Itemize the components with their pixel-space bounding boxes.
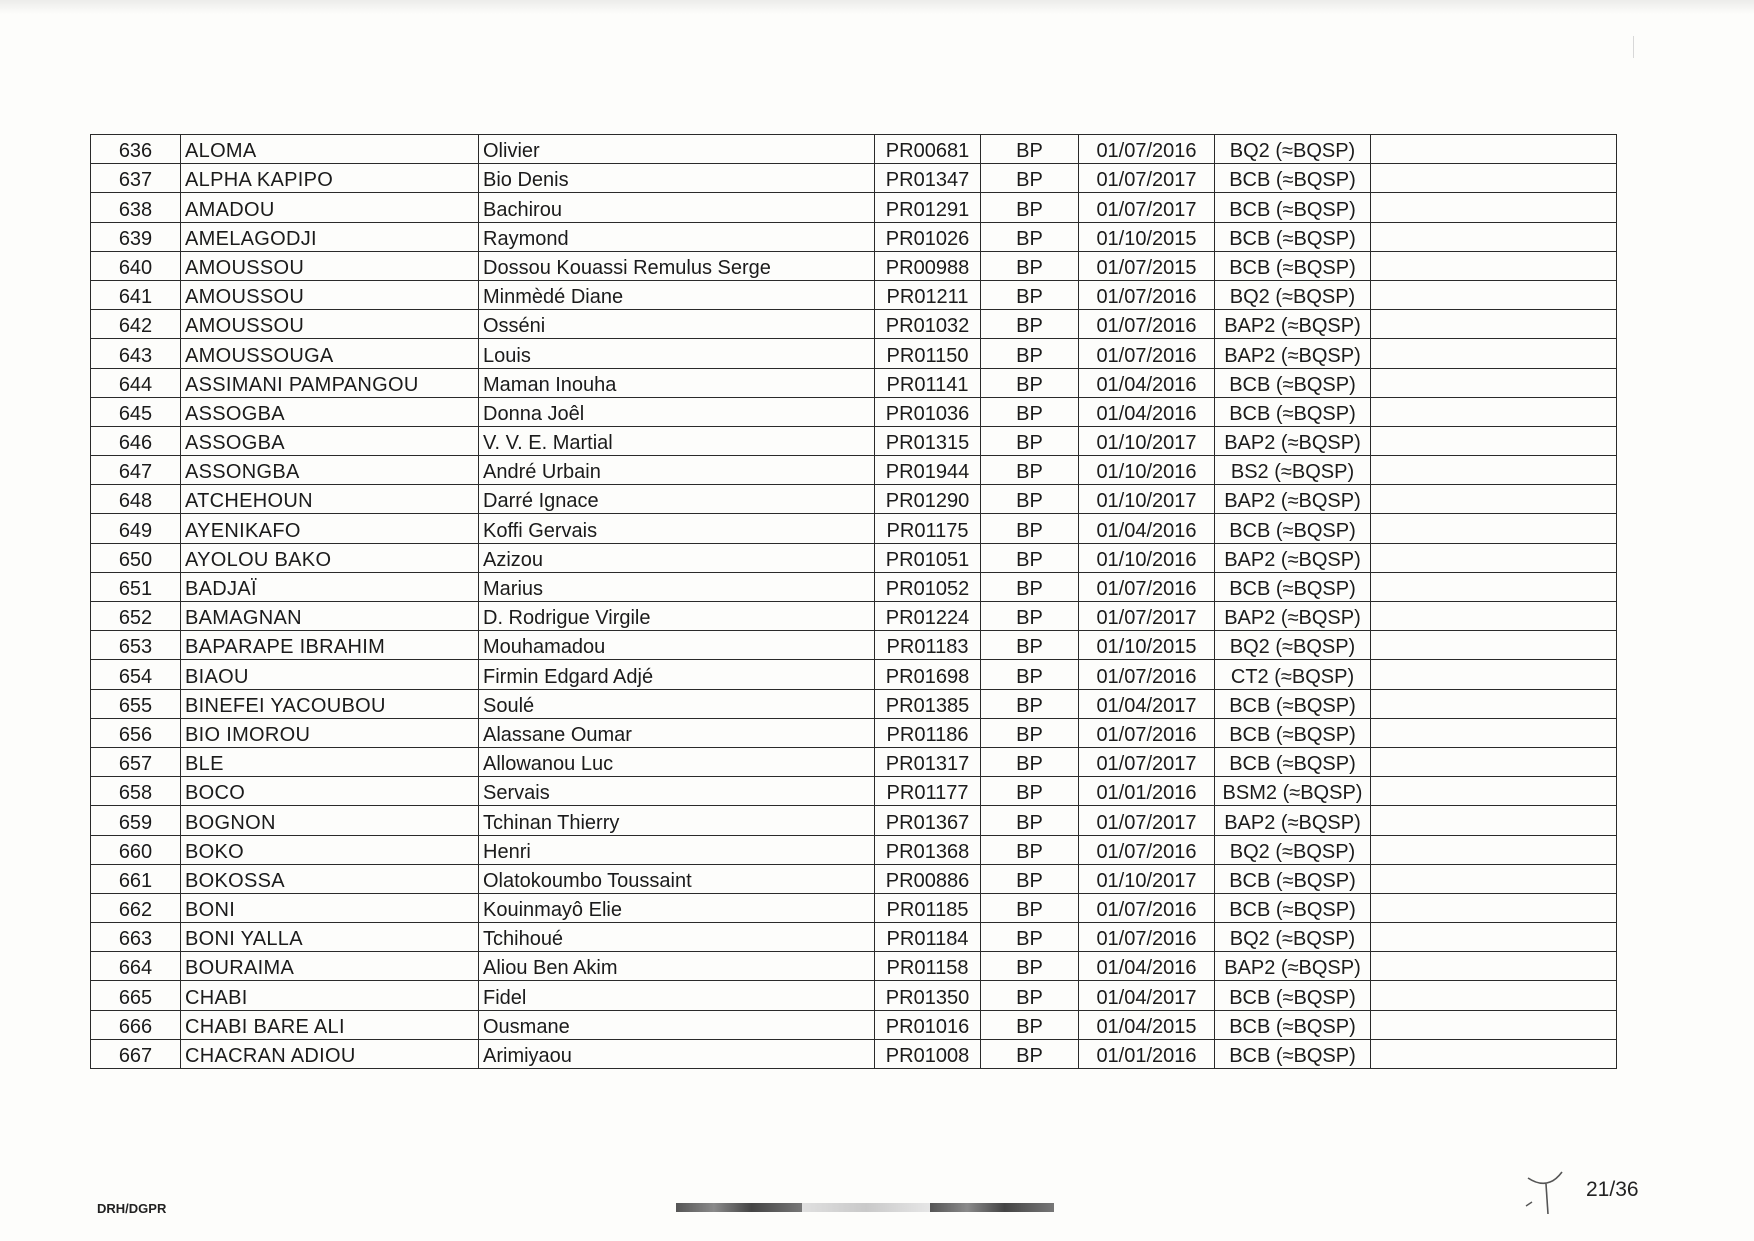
cell-registration-code: PR01385 bbox=[875, 689, 981, 718]
table-row bbox=[91, 514, 1617, 543]
cell-first-names: Darré Ignace bbox=[479, 485, 875, 514]
cell-effective-date: 01/10/2015 bbox=[1079, 631, 1215, 660]
cell-effective-date: 01/07/2016 bbox=[1079, 135, 1215, 164]
cell-empty-column bbox=[1371, 514, 1617, 543]
cell-row-number: 639 bbox=[91, 222, 181, 251]
cell-last-name: AMOUSSOUGA bbox=[181, 339, 479, 368]
table-row bbox=[91, 806, 1617, 835]
cell-grade: BCB (≈BQSP) bbox=[1215, 1039, 1371, 1068]
cell-registration-code: PR01186 bbox=[875, 718, 981, 747]
cell-last-name: BAMAGNAN bbox=[181, 602, 479, 631]
cell-grade: BSM2 (≈BQSP) bbox=[1215, 777, 1371, 806]
cell-category: BP bbox=[981, 543, 1079, 572]
cell-empty-column bbox=[1371, 164, 1617, 193]
cell-last-name: AMADOU bbox=[181, 193, 479, 222]
cell-category: BP bbox=[981, 806, 1079, 835]
cell-effective-date: 01/07/2016 bbox=[1079, 923, 1215, 952]
cell-grade: BCB (≈BQSP) bbox=[1215, 747, 1371, 776]
cell-grade: BAP2 (≈BQSP) bbox=[1215, 310, 1371, 339]
cell-row-number: 640 bbox=[91, 251, 181, 280]
initial-signature-mark bbox=[1522, 1168, 1566, 1216]
table-row bbox=[91, 689, 1617, 718]
cell-effective-date: 01/07/2015 bbox=[1079, 251, 1215, 280]
cell-grade: BCB (≈BQSP) bbox=[1215, 864, 1371, 893]
cell-category: BP bbox=[981, 193, 1079, 222]
cell-first-names: Tchinan Thierry bbox=[479, 806, 875, 835]
cell-empty-column bbox=[1371, 806, 1617, 835]
cell-row-number: 650 bbox=[91, 543, 181, 572]
table-row bbox=[91, 747, 1617, 776]
cell-effective-date: 01/10/2017 bbox=[1079, 485, 1215, 514]
cell-last-name: BOKO bbox=[181, 835, 479, 864]
table-row bbox=[91, 1039, 1617, 1068]
cell-effective-date: 01/10/2015 bbox=[1079, 222, 1215, 251]
cell-category: BP bbox=[981, 572, 1079, 601]
cell-row-number: 642 bbox=[91, 310, 181, 339]
cell-registration-code: PR01368 bbox=[875, 835, 981, 864]
cell-empty-column bbox=[1371, 368, 1617, 397]
cell-registration-code: PR01291 bbox=[875, 193, 981, 222]
cell-last-name: BONI YALLA bbox=[181, 923, 479, 952]
cell-category: BP bbox=[981, 864, 1079, 893]
personnel-table bbox=[90, 134, 1617, 1069]
cell-row-number: 665 bbox=[91, 981, 181, 1010]
cell-grade: BAP2 (≈BQSP) bbox=[1215, 806, 1371, 835]
cell-empty-column bbox=[1371, 280, 1617, 309]
cell-empty-column bbox=[1371, 251, 1617, 280]
table-row bbox=[91, 368, 1617, 397]
cell-category: BP bbox=[981, 251, 1079, 280]
cell-grade: BCB (≈BQSP) bbox=[1215, 193, 1371, 222]
cell-effective-date: 01/07/2016 bbox=[1079, 280, 1215, 309]
cell-empty-column bbox=[1371, 572, 1617, 601]
cell-category: BP bbox=[981, 456, 1079, 485]
cell-first-names: Tchihoué bbox=[479, 923, 875, 952]
cell-grade: BCB (≈BQSP) bbox=[1215, 893, 1371, 922]
page-number: 21/36 bbox=[1586, 1178, 1639, 1201]
cell-category: BP bbox=[981, 923, 1079, 952]
cell-registration-code: PR01224 bbox=[875, 602, 981, 631]
cell-grade: BCB (≈BQSP) bbox=[1215, 397, 1371, 426]
cell-row-number: 662 bbox=[91, 893, 181, 922]
cell-first-names: Allowanou Luc bbox=[479, 747, 875, 776]
table-row bbox=[91, 310, 1617, 339]
cell-last-name: BLE bbox=[181, 747, 479, 776]
cell-category: BP bbox=[981, 280, 1079, 309]
cell-registration-code: PR00681 bbox=[875, 135, 981, 164]
cell-row-number: 644 bbox=[91, 368, 181, 397]
cell-grade: BCB (≈BQSP) bbox=[1215, 222, 1371, 251]
cell-last-name: BIO IMOROU bbox=[181, 718, 479, 747]
cell-grade: BAP2 (≈BQSP) bbox=[1215, 543, 1371, 572]
cell-category: BP bbox=[981, 514, 1079, 543]
cell-grade: BCB (≈BQSP) bbox=[1215, 251, 1371, 280]
cell-empty-column bbox=[1371, 660, 1617, 689]
cell-last-name: AMOUSSOU bbox=[181, 251, 479, 280]
cell-registration-code: PR00988 bbox=[875, 251, 981, 280]
cell-row-number: 655 bbox=[91, 689, 181, 718]
cell-row-number: 652 bbox=[91, 602, 181, 631]
table-row bbox=[91, 135, 1617, 164]
cell-last-name: BIAOU bbox=[181, 660, 479, 689]
table-row bbox=[91, 193, 1617, 222]
cell-empty-column bbox=[1371, 193, 1617, 222]
cell-last-name: AMOUSSOU bbox=[181, 310, 479, 339]
cell-empty-column bbox=[1371, 893, 1617, 922]
scan-artifact-bar bbox=[930, 1203, 1054, 1212]
cell-first-names: Olatokoumbo Toussaint bbox=[479, 864, 875, 893]
cell-registration-code: PR01183 bbox=[875, 631, 981, 660]
cell-effective-date: 01/04/2015 bbox=[1079, 1010, 1215, 1039]
cell-first-names: D. Rodrigue Virgile bbox=[479, 602, 875, 631]
cell-category: BP bbox=[981, 222, 1079, 251]
cell-grade: BCB (≈BQSP) bbox=[1215, 514, 1371, 543]
cell-first-names: Aliou Ben Akim bbox=[479, 952, 875, 981]
cell-effective-date: 01/10/2017 bbox=[1079, 864, 1215, 893]
cell-effective-date: 01/04/2016 bbox=[1079, 397, 1215, 426]
cell-grade: BQ2 (≈BQSP) bbox=[1215, 835, 1371, 864]
cell-grade: BQ2 (≈BQSP) bbox=[1215, 631, 1371, 660]
cell-first-names: Ousmane bbox=[479, 1010, 875, 1039]
cell-empty-column bbox=[1371, 310, 1617, 339]
cell-effective-date: 01/07/2017 bbox=[1079, 602, 1215, 631]
cell-empty-column bbox=[1371, 864, 1617, 893]
cell-registration-code: PR01026 bbox=[875, 222, 981, 251]
cell-first-names: Azizou bbox=[479, 543, 875, 572]
cell-last-name: ASSOGBA bbox=[181, 426, 479, 455]
cell-empty-column bbox=[1371, 1039, 1617, 1068]
cell-row-number: 647 bbox=[91, 456, 181, 485]
cell-row-number: 661 bbox=[91, 864, 181, 893]
cell-first-names: Dossou Kouassi Remulus Serge bbox=[479, 251, 875, 280]
scan-artifact-bar bbox=[676, 1203, 802, 1212]
cell-last-name: ASSONGBA bbox=[181, 456, 479, 485]
cell-first-names: Bio Denis bbox=[479, 164, 875, 193]
table-body bbox=[91, 135, 1617, 1069]
cell-last-name: ASSOGBA bbox=[181, 397, 479, 426]
cell-empty-column bbox=[1371, 426, 1617, 455]
cell-empty-column bbox=[1371, 222, 1617, 251]
cell-last-name: CHACRAN ADIOU bbox=[181, 1039, 479, 1068]
cell-registration-code: PR01317 bbox=[875, 747, 981, 776]
cell-empty-column bbox=[1371, 835, 1617, 864]
cell-row-number: 654 bbox=[91, 660, 181, 689]
cell-grade: BCB (≈BQSP) bbox=[1215, 368, 1371, 397]
cell-last-name: ATCHEHOUN bbox=[181, 485, 479, 514]
cell-effective-date: 01/10/2016 bbox=[1079, 456, 1215, 485]
cell-grade: BAP2 (≈BQSP) bbox=[1215, 426, 1371, 455]
cell-first-names: Marius bbox=[479, 572, 875, 601]
cell-registration-code: PR01347 bbox=[875, 164, 981, 193]
cell-row-number: 651 bbox=[91, 572, 181, 601]
cell-effective-date: 01/10/2017 bbox=[1079, 426, 1215, 455]
cell-category: BP bbox=[981, 660, 1079, 689]
cell-registration-code: PR01008 bbox=[875, 1039, 981, 1068]
cell-row-number: 638 bbox=[91, 193, 181, 222]
table-row bbox=[91, 222, 1617, 251]
cell-effective-date: 01/04/2016 bbox=[1079, 514, 1215, 543]
cell-first-names: Donna Joêl bbox=[479, 397, 875, 426]
cell-row-number: 648 bbox=[91, 485, 181, 514]
cell-empty-column bbox=[1371, 631, 1617, 660]
table-row bbox=[91, 777, 1617, 806]
scan-edge bbox=[0, 0, 1754, 14]
cell-effective-date: 01/07/2016 bbox=[1079, 339, 1215, 368]
cell-effective-date: 01/07/2017 bbox=[1079, 193, 1215, 222]
cell-last-name: CHABI bbox=[181, 981, 479, 1010]
cell-row-number: 658 bbox=[91, 777, 181, 806]
table-row bbox=[91, 952, 1617, 981]
cell-row-number: 656 bbox=[91, 718, 181, 747]
cell-category: BP bbox=[981, 339, 1079, 368]
cell-registration-code: PR01036 bbox=[875, 397, 981, 426]
cell-first-names: Louis bbox=[479, 339, 875, 368]
cell-registration-code: PR01051 bbox=[875, 543, 981, 572]
cell-last-name: AYENIKAFO bbox=[181, 514, 479, 543]
cell-effective-date: 01/04/2017 bbox=[1079, 689, 1215, 718]
cell-row-number: 664 bbox=[91, 952, 181, 981]
cell-effective-date: 01/07/2016 bbox=[1079, 660, 1215, 689]
cell-category: BP bbox=[981, 718, 1079, 747]
cell-effective-date: 01/07/2016 bbox=[1079, 572, 1215, 601]
cell-row-number: 659 bbox=[91, 806, 181, 835]
cell-first-names: V. V. E. Martial bbox=[479, 426, 875, 455]
cell-registration-code: PR01141 bbox=[875, 368, 981, 397]
cell-last-name: BOGNON bbox=[181, 806, 479, 835]
cell-first-names: Servais bbox=[479, 777, 875, 806]
cell-first-names: Alassane Oumar bbox=[479, 718, 875, 747]
cell-row-number: 637 bbox=[91, 164, 181, 193]
cell-first-names: Raymond bbox=[479, 222, 875, 251]
cell-grade: CT2 (≈BQSP) bbox=[1215, 660, 1371, 689]
scan-artifact-bar bbox=[802, 1203, 930, 1212]
cell-empty-column bbox=[1371, 952, 1617, 981]
cell-first-names: Bachirou bbox=[479, 193, 875, 222]
table-row bbox=[91, 280, 1617, 309]
cell-category: BP bbox=[981, 368, 1079, 397]
cell-row-number: 641 bbox=[91, 280, 181, 309]
cell-empty-column bbox=[1371, 602, 1617, 631]
cell-grade: BAP2 (≈BQSP) bbox=[1215, 602, 1371, 631]
cell-category: BP bbox=[981, 835, 1079, 864]
cell-empty-column bbox=[1371, 543, 1617, 572]
cell-registration-code: PR01350 bbox=[875, 981, 981, 1010]
cell-row-number: 636 bbox=[91, 135, 181, 164]
cell-effective-date: 01/10/2016 bbox=[1079, 543, 1215, 572]
cell-first-names: Olivier bbox=[479, 135, 875, 164]
cell-registration-code: PR01032 bbox=[875, 310, 981, 339]
table-row bbox=[91, 718, 1617, 747]
cell-first-names: Arimiyaou bbox=[479, 1039, 875, 1068]
cell-category: BP bbox=[981, 164, 1079, 193]
cell-registration-code: PR01016 bbox=[875, 1010, 981, 1039]
cell-last-name: AMOUSSOU bbox=[181, 280, 479, 309]
cell-category: BP bbox=[981, 952, 1079, 981]
cell-empty-column bbox=[1371, 135, 1617, 164]
table-row bbox=[91, 864, 1617, 893]
cell-last-name: BOURAIMA bbox=[181, 952, 479, 981]
cell-grade: BAP2 (≈BQSP) bbox=[1215, 485, 1371, 514]
cell-grade: BQ2 (≈BQSP) bbox=[1215, 280, 1371, 309]
cell-row-number: 657 bbox=[91, 747, 181, 776]
cell-first-names: Firmin Edgard Adjé bbox=[479, 660, 875, 689]
cell-effective-date: 01/04/2016 bbox=[1079, 952, 1215, 981]
cell-row-number: 666 bbox=[91, 1010, 181, 1039]
cell-registration-code: PR01315 bbox=[875, 426, 981, 455]
cell-grade: BQ2 (≈BQSP) bbox=[1215, 135, 1371, 164]
footer-reference: DRH/DGPR bbox=[97, 1201, 167, 1216]
cell-category: BP bbox=[981, 602, 1079, 631]
table-row bbox=[91, 602, 1617, 631]
table-row bbox=[91, 893, 1617, 922]
table-row bbox=[91, 1010, 1617, 1039]
cell-last-name: ASSIMANI PAMPANGOU bbox=[181, 368, 479, 397]
table-row bbox=[91, 835, 1617, 864]
cell-empty-column bbox=[1371, 339, 1617, 368]
cell-grade: BAP2 (≈BQSP) bbox=[1215, 339, 1371, 368]
cell-category: BP bbox=[981, 747, 1079, 776]
cell-registration-code: PR01052 bbox=[875, 572, 981, 601]
cell-last-name: BADJAÏ bbox=[181, 572, 479, 601]
cell-category: BP bbox=[981, 135, 1079, 164]
cell-category: BP bbox=[981, 777, 1079, 806]
cell-empty-column bbox=[1371, 777, 1617, 806]
page-mark bbox=[1633, 36, 1634, 58]
cell-category: BP bbox=[981, 689, 1079, 718]
cell-category: BP bbox=[981, 981, 1079, 1010]
cell-row-number: 660 bbox=[91, 835, 181, 864]
cell-registration-code: PR01290 bbox=[875, 485, 981, 514]
table-row bbox=[91, 631, 1617, 660]
cell-effective-date: 01/07/2017 bbox=[1079, 806, 1215, 835]
table-row bbox=[91, 572, 1617, 601]
table-row bbox=[91, 981, 1617, 1010]
cell-last-name: ALPHA KAPIPO bbox=[181, 164, 479, 193]
cell-row-number: 667 bbox=[91, 1039, 181, 1068]
cell-registration-code: PR01944 bbox=[875, 456, 981, 485]
cell-first-names: Fidel bbox=[479, 981, 875, 1010]
cell-registration-code: PR00886 bbox=[875, 864, 981, 893]
cell-effective-date: 01/07/2016 bbox=[1079, 718, 1215, 747]
cell-empty-column bbox=[1371, 747, 1617, 776]
cell-effective-date: 01/07/2017 bbox=[1079, 747, 1215, 776]
cell-last-name: BOKOSSA bbox=[181, 864, 479, 893]
cell-category: BP bbox=[981, 1010, 1079, 1039]
cell-last-name: BINEFEI YACOUBOU bbox=[181, 689, 479, 718]
cell-empty-column bbox=[1371, 718, 1617, 747]
cell-registration-code: PR01184 bbox=[875, 923, 981, 952]
cell-grade: BCB (≈BQSP) bbox=[1215, 164, 1371, 193]
cell-empty-column bbox=[1371, 485, 1617, 514]
cell-row-number: 643 bbox=[91, 339, 181, 368]
cell-first-names: Koffi Gervais bbox=[479, 514, 875, 543]
cell-last-name: BAPARAPE IBRAHIM bbox=[181, 631, 479, 660]
cell-first-names: Soulé bbox=[479, 689, 875, 718]
cell-grade: BAP2 (≈BQSP) bbox=[1215, 952, 1371, 981]
cell-last-name: CHABI BARE ALI bbox=[181, 1010, 479, 1039]
cell-first-names: Kouinmayô Elie bbox=[479, 893, 875, 922]
cell-first-names: Maman Inouha bbox=[479, 368, 875, 397]
cell-empty-column bbox=[1371, 397, 1617, 426]
table-row bbox=[91, 339, 1617, 368]
table-row bbox=[91, 397, 1617, 426]
cell-effective-date: 01/04/2017 bbox=[1079, 981, 1215, 1010]
cell-effective-date: 01/07/2016 bbox=[1079, 835, 1215, 864]
cell-last-name: BONI bbox=[181, 893, 479, 922]
cell-row-number: 646 bbox=[91, 426, 181, 455]
cell-empty-column bbox=[1371, 1010, 1617, 1039]
cell-effective-date: 01/01/2016 bbox=[1079, 1039, 1215, 1068]
cell-registration-code: PR01185 bbox=[875, 893, 981, 922]
cell-category: BP bbox=[981, 631, 1079, 660]
cell-first-names: Osséni bbox=[479, 310, 875, 339]
cell-empty-column bbox=[1371, 456, 1617, 485]
cell-category: BP bbox=[981, 893, 1079, 922]
cell-last-name: BOCO bbox=[181, 777, 479, 806]
table-row bbox=[91, 426, 1617, 455]
table-row bbox=[91, 164, 1617, 193]
cell-registration-code: PR01177 bbox=[875, 777, 981, 806]
cell-empty-column bbox=[1371, 923, 1617, 952]
cell-grade: BCB (≈BQSP) bbox=[1215, 981, 1371, 1010]
cell-effective-date: 01/07/2016 bbox=[1079, 310, 1215, 339]
cell-grade: BCB (≈BQSP) bbox=[1215, 689, 1371, 718]
cell-category: BP bbox=[981, 1039, 1079, 1068]
cell-registration-code: PR01211 bbox=[875, 280, 981, 309]
cell-effective-date: 01/07/2017 bbox=[1079, 164, 1215, 193]
cell-registration-code: PR01175 bbox=[875, 514, 981, 543]
cell-category: BP bbox=[981, 310, 1079, 339]
table-row bbox=[91, 456, 1617, 485]
cell-empty-column bbox=[1371, 981, 1617, 1010]
cell-row-number: 653 bbox=[91, 631, 181, 660]
cell-grade: BCB (≈BQSP) bbox=[1215, 718, 1371, 747]
cell-category: BP bbox=[981, 426, 1079, 455]
cell-effective-date: 01/01/2016 bbox=[1079, 777, 1215, 806]
cell-row-number: 645 bbox=[91, 397, 181, 426]
cell-last-name: AYOLOU BAKO bbox=[181, 543, 479, 572]
cell-first-names: André Urbain bbox=[479, 456, 875, 485]
cell-registration-code: PR01698 bbox=[875, 660, 981, 689]
table-row bbox=[91, 660, 1617, 689]
cell-category: BP bbox=[981, 485, 1079, 514]
table-row bbox=[91, 543, 1617, 572]
cell-first-names: Mouhamadou bbox=[479, 631, 875, 660]
cell-last-name: AMELAGODJI bbox=[181, 222, 479, 251]
cell-first-names: Minmèdé Diane bbox=[479, 280, 875, 309]
cell-registration-code: PR01150 bbox=[875, 339, 981, 368]
cell-effective-date: 01/07/2016 bbox=[1079, 893, 1215, 922]
cell-last-name: ALOMA bbox=[181, 135, 479, 164]
cell-grade: BCB (≈BQSP) bbox=[1215, 1010, 1371, 1039]
table-row bbox=[91, 485, 1617, 514]
cell-grade: BS2 (≈BQSP) bbox=[1215, 456, 1371, 485]
cell-registration-code: PR01158 bbox=[875, 952, 981, 981]
cell-first-names: Henri bbox=[479, 835, 875, 864]
cell-registration-code: PR01367 bbox=[875, 806, 981, 835]
cell-grade: BCB (≈BQSP) bbox=[1215, 572, 1371, 601]
table-row bbox=[91, 923, 1617, 952]
cell-row-number: 649 bbox=[91, 514, 181, 543]
cell-grade: BQ2 (≈BQSP) bbox=[1215, 923, 1371, 952]
table-row bbox=[91, 251, 1617, 280]
cell-empty-column bbox=[1371, 689, 1617, 718]
cell-row-number: 663 bbox=[91, 923, 181, 952]
cell-category: BP bbox=[981, 397, 1079, 426]
cell-effective-date: 01/04/2016 bbox=[1079, 368, 1215, 397]
